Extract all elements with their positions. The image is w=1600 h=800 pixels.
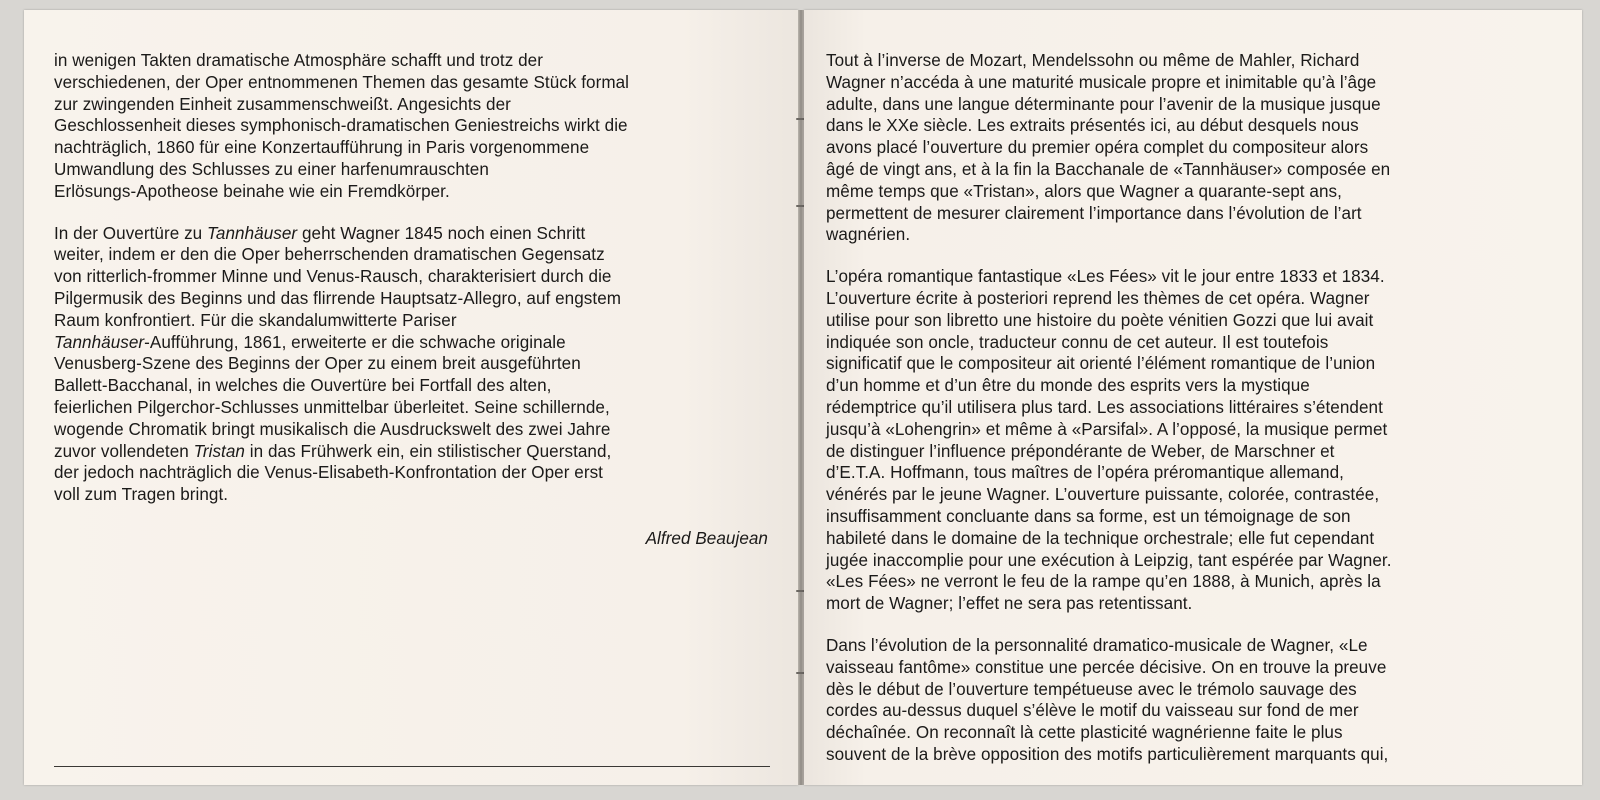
italic-title: Tristan	[193, 441, 245, 461]
text-line: weiter, indem er den die Oper beherrschenden dramatischen Gegensatz	[54, 245, 605, 265]
author-signature: Alfred Beaujean	[645, 528, 768, 548]
text-line: Wagner n’accéda à une maturité musicale propre et inimitable qu’à l’âge	[826, 72, 1377, 92]
text-line: In der Ouvertüre zu Tannhäuser geht Wagner 1845 noch einen Schritt	[54, 223, 586, 243]
text-line: Pilgermusik des Beginns und das flirrende Hauptsatz-Allegro, auf engstem	[54, 288, 622, 308]
text-line: jusqu’à «Lohengrin» et même à «Parsifal». A l’opposé, la musique permet	[826, 419, 1388, 439]
text-line: même temps que «Tristan», alors que Wagner a quarante-sept ans,	[826, 181, 1342, 201]
right-page	[804, 10, 1582, 785]
text-line: d’un homme et d’un être du monde des esprits vers la mystique	[826, 376, 1310, 396]
left-page-text	[54, 50, 770, 550]
text-line: utilise pour son libretto une histoire du poète vénitien Gozzi que lui avait	[826, 310, 1374, 330]
text-line: verschiedenen, der Oper entnommenen Themen das gesamte Stück formal	[54, 72, 630, 92]
text-line: wogende Chromatik bringt musikalisch die Ausdruckswelt des zwei Jahre	[54, 419, 611, 439]
text-line: vénérés par le jeune Wagner. L’ouverture puissante, colorée, contrastée,	[826, 485, 1380, 505]
text-line: de distinguer l’influence prépondérante de Weber, de Marschner et	[826, 441, 1335, 461]
left-page	[24, 10, 798, 785]
text-line: permettent de mesurer clairement l’importance dans l’évolution de l’art	[826, 203, 1362, 223]
text-line: habileté dans le domaine de la technique orchestrale; elle fut cependant	[826, 528, 1375, 548]
text-line: Ballett-Bacchanal, in welches die Ouvertüre bei Fortfall des alten,	[54, 376, 552, 396]
right-paragraph-2	[826, 266, 1566, 615]
text-line: adulte, dans une langue déterminante pour l’avenir de la musique jusque	[826, 94, 1381, 114]
text-line: significatif que le compositeur ait orienté l’élément romantique de l’union	[826, 354, 1376, 374]
right-paragraph-1	[826, 50, 1566, 246]
text-line: «Les Fées» ne verront le feu de la rampe qu’en 1888, à Munich, après la	[826, 572, 1381, 592]
italic-title: Tannhäuser	[54, 332, 145, 352]
bottom-rule	[54, 766, 770, 767]
text-line: insuffisamment concluante dans sa forme, est un témoignage de son	[826, 506, 1351, 526]
text-line: in wenigen Takten dramatische Atmosphäre schafft und trotz der	[54, 51, 543, 70]
text-line: jugée inaccomplie pour une exécution à Leipzig, tant espérée par Wagner.	[826, 550, 1392, 570]
text-line: souvent de la brève opposition des motifs particulièrement marquants qui,	[826, 744, 1389, 764]
text-line: Tannhäuser-Aufführung, 1861, erweiterte er die schwache originale	[54, 332, 566, 352]
text-line: zur zwingenden Einheit zusammenschweißt. Angesichts der	[54, 94, 511, 114]
left-paragraph-1	[54, 50, 770, 203]
text-line: feierlichen Pilgerchor-Schlusses unmittelbar überleitet. Seine schillernde,	[54, 397, 610, 417]
text-line: dans le XXe siècle. Les extraits présentés ici, au début desquels nous	[826, 116, 1359, 136]
text-line: mort de Wagner; l’effet ne sera pas retentissant.	[826, 594, 1193, 614]
text-line: nachträglich, 1860 für eine Konzertaufführung in Paris vorgenommene	[54, 138, 590, 158]
text-line: indiquée son oncle, traducteur connu de cet auteur. Il est toutefois	[826, 332, 1329, 352]
text-line: cordes au-dessus duquel s’élève le motif du vaisseau sur fond de mer	[826, 701, 1359, 721]
text-line: âgé de vingt ans, et à la fin la Bacchanale de «Tannhäuser» composée en	[826, 159, 1391, 179]
right-paragraph-3	[826, 635, 1566, 766]
text-line: rédemptrice qu’il utilisera plus tard. Les associations littéraires s’étendent	[826, 397, 1383, 417]
text-line: wagnérien.	[826, 225, 911, 245]
text-line: Raum konfrontiert. Für die skandalumwitterte Pariser	[54, 310, 457, 330]
text-line: Erlösungs-Apotheose beinahe wie ein Fremdkörper.	[54, 181, 450, 201]
text-line: avons placé l’ouverture du premier opéra complet du compositeur alors	[826, 138, 1369, 158]
text-line: vaisseau fantôme» constitue une percée décisive. On en trouve la preuve	[826, 657, 1387, 677]
text-line: Dans l’évolution de la personnalité dramatico-musicale de Wagner, «Le	[826, 635, 1368, 655]
text-line: Venusberg-Szene des Beginns der Oper zu einem breit ausgeführten	[54, 354, 581, 374]
text-line: voll zum Tragen bringt.	[54, 485, 229, 505]
text-line: déchaînée. On reconnaît là cette plasticité wagnérienne faite le plus	[826, 723, 1343, 743]
left-paragraph-2	[54, 223, 770, 506]
text-line: von ritterlich-frommer Minne und Venus-Rausch, charakterisiert durch die	[54, 267, 612, 287]
text-line: dès le début de l’ouverture tempétueuse avec le trémolo sauvage des	[826, 679, 1357, 699]
right-page-text	[826, 50, 1566, 785]
text-line: L’opéra romantique fantastique «Les Fées» vit le jour entre 1833 et 1834.	[826, 267, 1385, 287]
text-line: L’ouverture écrite à posteriori reprend les thèmes de cet opéra. Wagner	[826, 288, 1370, 308]
text-line: der jedoch nachträglich die Venus-Elisabeth-Konfrontation der Oper erst	[54, 463, 603, 483]
text-line: Geschlossenheit dieses symphonisch-dramatischen Geniestreichs wirkt die	[54, 116, 628, 136]
text-line: d’E.T.A. Hoffmann, tous maîtres de l’opéra préromantique allemand,	[826, 463, 1344, 483]
text-line: Tout à l’inverse de Mozart, Mendelssohn ou même de Mahler, Richard	[826, 51, 1360, 70]
text-line: zuvor vollendeten Tristan in das Frühwerk ein, ein stilistischer Querstand,	[54, 441, 612, 461]
text-line: Umwandlung des Schlusses zu einer harfenumrauschten	[54, 159, 489, 179]
italic-title: Tannhäuser	[207, 223, 298, 243]
